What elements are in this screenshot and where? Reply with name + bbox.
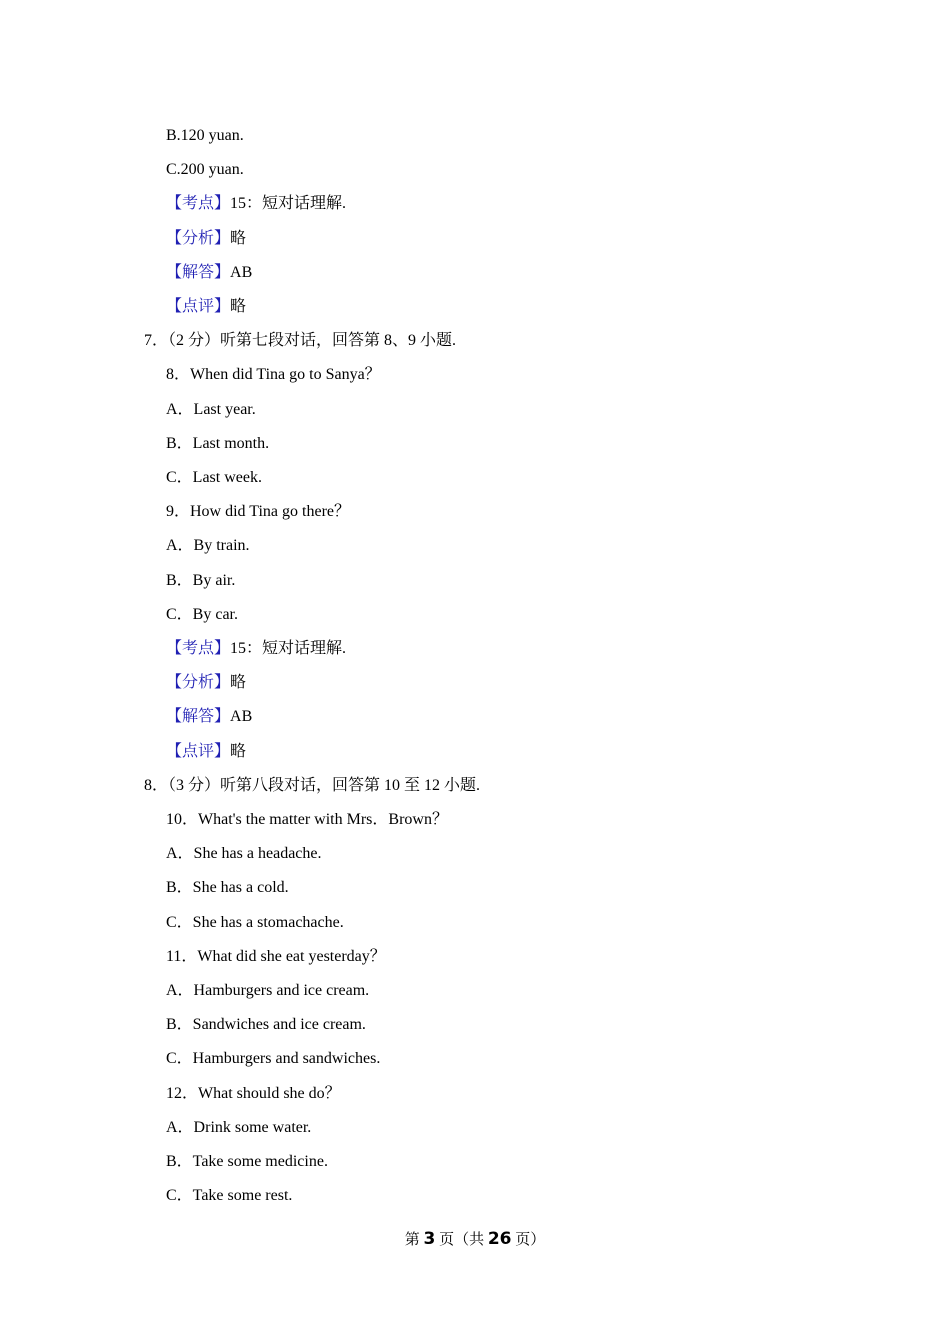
annotation-line (166, 297, 246, 317)
question-line: A．Hamburgers and ice cream. (166, 982, 370, 999)
footer-middle: 页（共 (439, 1232, 485, 1248)
annotation-line (166, 742, 246, 762)
question-line: B．Take some medicine. (166, 1153, 328, 1170)
question-line: B.120 yuan. (166, 127, 244, 144)
annotation-tag: 【考点】 (166, 195, 231, 212)
question-heading: 8．（3 分）听第八段对话，回答第 10 至 12 小题. (144, 777, 481, 794)
question-line: B．She has a cold. (166, 879, 289, 896)
annotation-tag: 【解答】 (166, 264, 231, 281)
annotation-tag: 【解答】 (166, 708, 231, 725)
annotation-text: 略 (230, 298, 247, 315)
annotation-tag: 【分析】 (166, 674, 231, 691)
question-line: 10．What's the matter with Mrs．Brown？ (166, 811, 448, 828)
question-line: C．Last week. (166, 469, 262, 486)
question-line: B．By air. (166, 572, 236, 589)
question-line: A．By train. (166, 537, 250, 554)
question-line: 12．What should she do？ (166, 1085, 341, 1102)
annotation-text: 略 (230, 743, 247, 760)
annotation-text: 15：短对话理解. (230, 640, 347, 657)
footer-total-pages: 26 (487, 1229, 512, 1249)
annotation-line (166, 639, 346, 659)
footer-suffix: 页） (515, 1232, 546, 1248)
question-line: A．Last year. (166, 401, 256, 418)
question-line: C．She has a stomachache. (166, 914, 344, 931)
question-line: B．Sandwiches and ice cream. (166, 1016, 366, 1033)
annotation-tag: 【考点】 (166, 640, 231, 657)
question-line: C．Hamburgers and sandwiches. (166, 1050, 381, 1067)
question-line: C.200 yuan. (166, 161, 244, 178)
page-footer (0, 1228, 950, 1251)
question-line: 9．How did Tina go there？ (166, 503, 351, 520)
annotation-line (166, 229, 246, 249)
annotation-line (166, 707, 252, 727)
question-heading: 7．（2 分）听第七段对话，回答第 8、9 小题. (144, 332, 457, 349)
footer-prefix: 第 (404, 1232, 420, 1248)
annotation-text: 略 (230, 674, 247, 691)
question-line: C．Take some rest. (166, 1187, 293, 1204)
question-line: A．Drink some water. (166, 1119, 312, 1136)
footer-page-number: 3 (423, 1229, 436, 1249)
annotation-tag: 【点评】 (166, 743, 231, 760)
question-line: 11．What did she eat yesterday？ (166, 948, 386, 965)
annotation-text: AB (230, 264, 253, 281)
question-line: A．She has a headache. (166, 845, 322, 862)
question-line: C．By car. (166, 606, 238, 623)
annotation-tag: 【点评】 (166, 298, 231, 315)
question-line: 8．When did Tina go to Sanya？ (166, 366, 381, 383)
annotation-tag: 【分析】 (166, 230, 231, 247)
annotation-line (166, 673, 246, 693)
annotation-text: 略 (230, 230, 247, 247)
question-line: B．Last month. (166, 435, 270, 452)
annotation-line (166, 263, 252, 283)
annotation-line (166, 194, 346, 214)
annotation-text: AB (230, 708, 253, 725)
annotation-text: 15：短对话理解. (230, 195, 347, 212)
